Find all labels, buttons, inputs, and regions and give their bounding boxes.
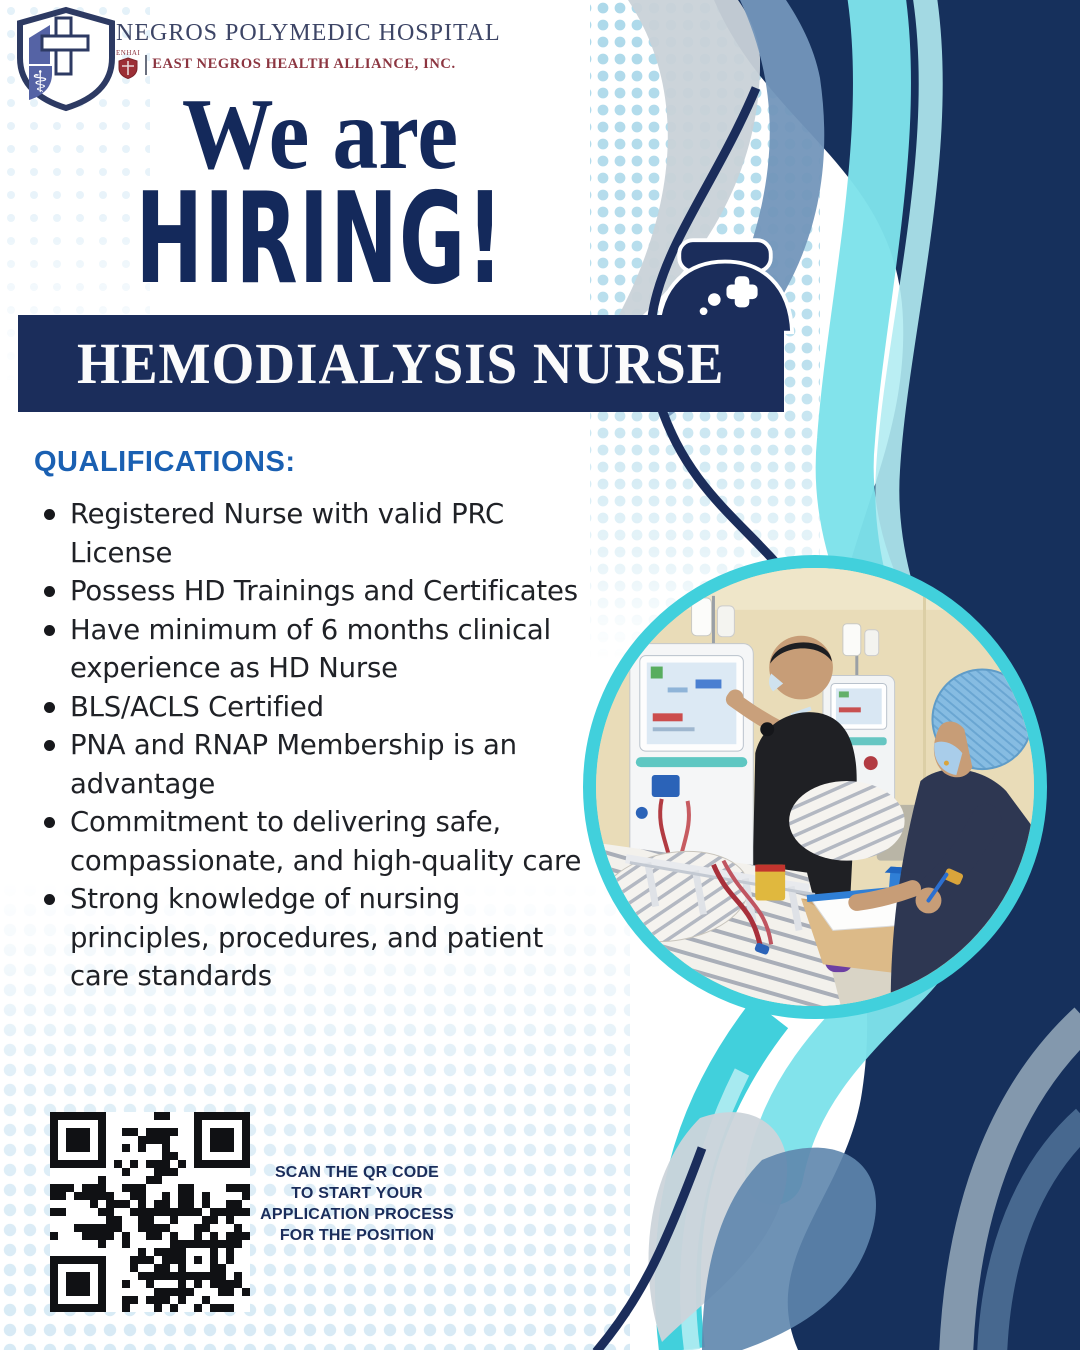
ward-photo-scene [596, 568, 1034, 1006]
qr-code [50, 1112, 250, 1312]
alliance-shield-icon [116, 50, 140, 79]
alliance-name: EAST NEGROS HEALTH ALLIANCE, INC. [152, 56, 456, 72]
patient-blanket [789, 781, 904, 861]
qr-instruction-line: FOR THE POSITION [279, 1227, 435, 1244]
qualifications-list [34, 495, 586, 996]
photo-hemodialysis-ward [583, 555, 1047, 1019]
alliance-row [116, 50, 501, 79]
qr-instruction-line: APPLICATION PROCESS [260, 1206, 454, 1223]
qualifications-section [34, 446, 600, 996]
qualification-item: PNA and RNAP Membership is an advantage [34, 726, 586, 803]
hospital-name: NEGROS POLYMEDIC HOSPITAL [116, 20, 501, 46]
qr-instruction-line: SCAN THE QR CODE [274, 1164, 440, 1181]
alliance-abbr: ENHAI [116, 49, 141, 57]
qualification-item: Possess HD Trainings and Certificates [34, 572, 586, 611]
caduceus-icon: ⚕ [31, 65, 49, 100]
qualification-item: BLS/ACLS Certified [34, 688, 586, 727]
hero-intro: We are [181, 78, 459, 191]
divider [145, 55, 147, 75]
qualifications-heading: QUALIFICATIONS: [34, 446, 296, 478]
brand-header [116, 20, 501, 79]
hero-headline: HIRING! [135, 165, 505, 312]
qualification-item: Strong knowledge of nursing principles, procedures, and patient care standards [34, 880, 586, 996]
qr-instructions [248, 1162, 466, 1246]
position-banner [18, 315, 784, 412]
qualification-item: Have minimum of 6 months clinical experience as HD Nurse [34, 611, 586, 688]
position-title: HEMODIALYSIS NURSE [77, 331, 725, 396]
qualification-item: Commitment to delivering safe, compassionate, and high-quality care [34, 803, 586, 880]
qr-instruction-line: TO START YOUR [291, 1185, 423, 1202]
qualification-item: Registered Nurse with valid PRC License [34, 495, 586, 572]
